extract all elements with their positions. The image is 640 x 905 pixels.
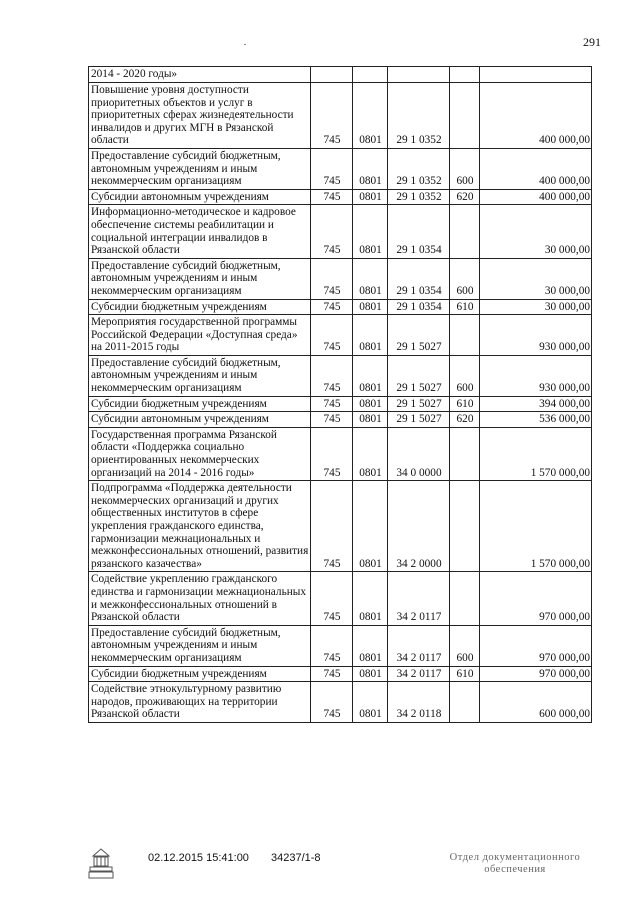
row-expense-type: 600 — [450, 355, 480, 396]
row-expense-type: 610 — [450, 396, 480, 412]
row-expense-type — [450, 682, 480, 723]
row-target-article — [388, 67, 450, 83]
row-ved-code: 745 — [311, 189, 353, 205]
row-name: Содействие этнокультурному развитию народов, проживающих на территории Рязанской области — [89, 682, 311, 723]
table-row — [89, 427, 592, 480]
row-amount: 30 000,00 — [480, 299, 592, 315]
footer-department-stamp: Отдел документационного обеспечения — [449, 852, 581, 875]
row-section-code: 0801 — [353, 396, 388, 412]
page-number: 291 — [583, 35, 601, 49]
row-section-code — [353, 67, 388, 83]
row-section-code: 0801 — [353, 412, 388, 428]
row-expense-type: 620 — [450, 412, 480, 428]
scan-speck — [244, 44, 246, 45]
row-ved-code — [311, 67, 353, 83]
row-amount: 970 000,00 — [480, 625, 592, 666]
row-expense-type — [450, 572, 480, 625]
table-row — [89, 412, 592, 428]
row-expense-type — [450, 83, 480, 149]
row-ved-code: 745 — [311, 625, 353, 666]
row-ved-code: 745 — [311, 299, 353, 315]
row-target-article: 29 1 5027 — [388, 412, 450, 428]
row-name: Субсидии автономным учреждениям — [89, 412, 311, 428]
row-ved-code: 745 — [311, 258, 353, 299]
row-amount: 536 000,00 — [480, 412, 592, 428]
row-target-article: 29 1 0354 — [388, 205, 450, 258]
row-target-article: 34 2 0117 — [388, 666, 450, 682]
row-ved-code: 745 — [311, 412, 353, 428]
row-name: Повышение уровня доступности приоритетных объектов и услуг в приоритетных сферах жизнедеятельности инвалидов и других МГН в Рязанской области — [89, 83, 311, 149]
row-target-article: 34 2 0000 — [388, 481, 450, 572]
row-section-code: 0801 — [353, 427, 388, 480]
row-section-code: 0801 — [353, 299, 388, 315]
row-name: Предоставление субсидий бюджетным, автономным учреждениям и иным некоммерческим организациям — [89, 355, 311, 396]
row-amount: 394 000,00 — [480, 396, 592, 412]
row-target-article: 29 1 5027 — [388, 355, 450, 396]
row-section-code: 0801 — [353, 572, 388, 625]
row-expense-type — [450, 481, 480, 572]
row-target-article: 29 1 0352 — [388, 83, 450, 149]
table-row — [89, 299, 592, 315]
row-section-code: 0801 — [353, 355, 388, 396]
row-target-article: 34 2 0118 — [388, 682, 450, 723]
footer-timestamp: 02.12.2015 15:41:00 — [148, 852, 249, 864]
registry-seal-icon — [86, 846, 116, 880]
row-amount: 400 000,00 — [480, 83, 592, 149]
row-ved-code: 745 — [311, 481, 353, 572]
table-row — [89, 666, 592, 682]
row-section-code: 0801 — [353, 189, 388, 205]
row-name: Субсидии автономным учреждениям — [89, 189, 311, 205]
table-row — [89, 205, 592, 258]
row-name: Субсидии бюджетным учреждениям — [89, 396, 311, 412]
footer-document-id: 34237/1-8 — [271, 852, 321, 864]
row-ved-code: 745 — [311, 666, 353, 682]
row-name: Субсидии бюджетным учреждениям — [89, 299, 311, 315]
row-section-code: 0801 — [353, 205, 388, 258]
row-expense-type: 610 — [450, 299, 480, 315]
table-row — [89, 67, 592, 83]
row-ved-code: 745 — [311, 682, 353, 723]
row-section-code: 0801 — [353, 481, 388, 572]
row-amount: 400 000,00 — [480, 148, 592, 189]
table-row — [89, 682, 592, 723]
table-row — [89, 572, 592, 625]
row-amount: 400 000,00 — [480, 189, 592, 205]
row-amount: 1 570 000,00 — [480, 427, 592, 480]
row-name: Государственная программа Рязанской области «Поддержка социально ориентированных некоммерческих организаций на 2014 - 2016 годы» — [89, 427, 311, 480]
row-name: Предоставление субсидий бюджетным, автономным учреждениям и иным некоммерческим организациям — [89, 625, 311, 666]
row-target-article: 29 1 5027 — [388, 315, 450, 356]
row-name: Предоставление субсидий бюджетным, автономным учреждениям и иным некоммерческим организациям — [89, 148, 311, 189]
table-row — [89, 258, 592, 299]
row-section-code: 0801 — [353, 315, 388, 356]
row-ved-code: 745 — [311, 315, 353, 356]
row-target-article: 34 2 0117 — [388, 625, 450, 666]
row-amount: 970 000,00 — [480, 666, 592, 682]
row-name: Предоставление субсидий бюджетным, автономным учреждениям и иным некоммерческим организациям — [89, 258, 311, 299]
row-expense-type: 600 — [450, 258, 480, 299]
row-ved-code: 745 — [311, 205, 353, 258]
row-section-code: 0801 — [353, 258, 388, 299]
row-ved-code: 745 — [311, 83, 353, 149]
row-ved-code: 745 — [311, 427, 353, 480]
row-amount: 1 570 000,00 — [480, 481, 592, 572]
row-ved-code: 745 — [311, 396, 353, 412]
row-expense-type — [450, 427, 480, 480]
row-expense-type — [450, 67, 480, 83]
row-amount — [480, 67, 592, 83]
row-target-article: 29 1 0354 — [388, 258, 450, 299]
row-target-article: 29 1 0354 — [388, 299, 450, 315]
row-name: 2014 - 2020 годы» — [89, 67, 311, 83]
row-section-code: 0801 — [353, 148, 388, 189]
table-row — [89, 189, 592, 205]
row-section-code: 0801 — [353, 682, 388, 723]
row-amount: 30 000,00 — [480, 205, 592, 258]
row-target-article: 29 1 0352 — [388, 148, 450, 189]
table-row — [89, 481, 592, 572]
row-name: Содействие укреплению гражданского единства и гармонизации межнациональных и межконфессиональных отношений в Рязанской области — [89, 572, 311, 625]
budget-table — [88, 66, 592, 723]
row-name: Субсидии бюджетным учреждениям — [89, 666, 311, 682]
row-ved-code: 745 — [311, 355, 353, 396]
table-row — [89, 355, 592, 396]
row-amount: 970 000,00 — [480, 572, 592, 625]
row-section-code: 0801 — [353, 83, 388, 149]
row-target-article: 29 1 5027 — [388, 396, 450, 412]
row-expense-type: 610 — [450, 666, 480, 682]
row-amount: 930 000,00 — [480, 315, 592, 356]
row-name: Информационно-методическое и кадровое обеспечение системы реабилитации и социальной интеграции инвалидов в Рязанской области — [89, 205, 311, 258]
row-amount: 600 000,00 — [480, 682, 592, 723]
table-row — [89, 625, 592, 666]
row-target-article: 34 0 0000 — [388, 427, 450, 480]
row-expense-type — [450, 205, 480, 258]
row-name: Мероприятия государственной программы Российской Федерации «Доступная среда» на 2011-2015 годы — [89, 315, 311, 356]
table-row — [89, 83, 592, 149]
row-section-code: 0801 — [353, 666, 388, 682]
table-row — [89, 315, 592, 356]
row-expense-type — [450, 315, 480, 356]
row-name: Подпрограмма «Поддержка деятельности некоммерческих организаций и других общественных институтов в сфере укрепления гражданского единства, гармонизации межнациональных и межконфессиональных отношений, развития рязанского казачества» — [89, 481, 311, 572]
table-row — [89, 396, 592, 412]
row-target-article: 34 2 0117 — [388, 572, 450, 625]
row-expense-type: 600 — [450, 148, 480, 189]
row-expense-type: 620 — [450, 189, 480, 205]
row-ved-code: 745 — [311, 148, 353, 189]
row-amount: 930 000,00 — [480, 355, 592, 396]
row-amount: 30 000,00 — [480, 258, 592, 299]
table-row — [89, 148, 592, 189]
row-expense-type: 600 — [450, 625, 480, 666]
row-section-code: 0801 — [353, 625, 388, 666]
row-target-article: 29 1 0352 — [388, 189, 450, 205]
row-ved-code: 745 — [311, 572, 353, 625]
